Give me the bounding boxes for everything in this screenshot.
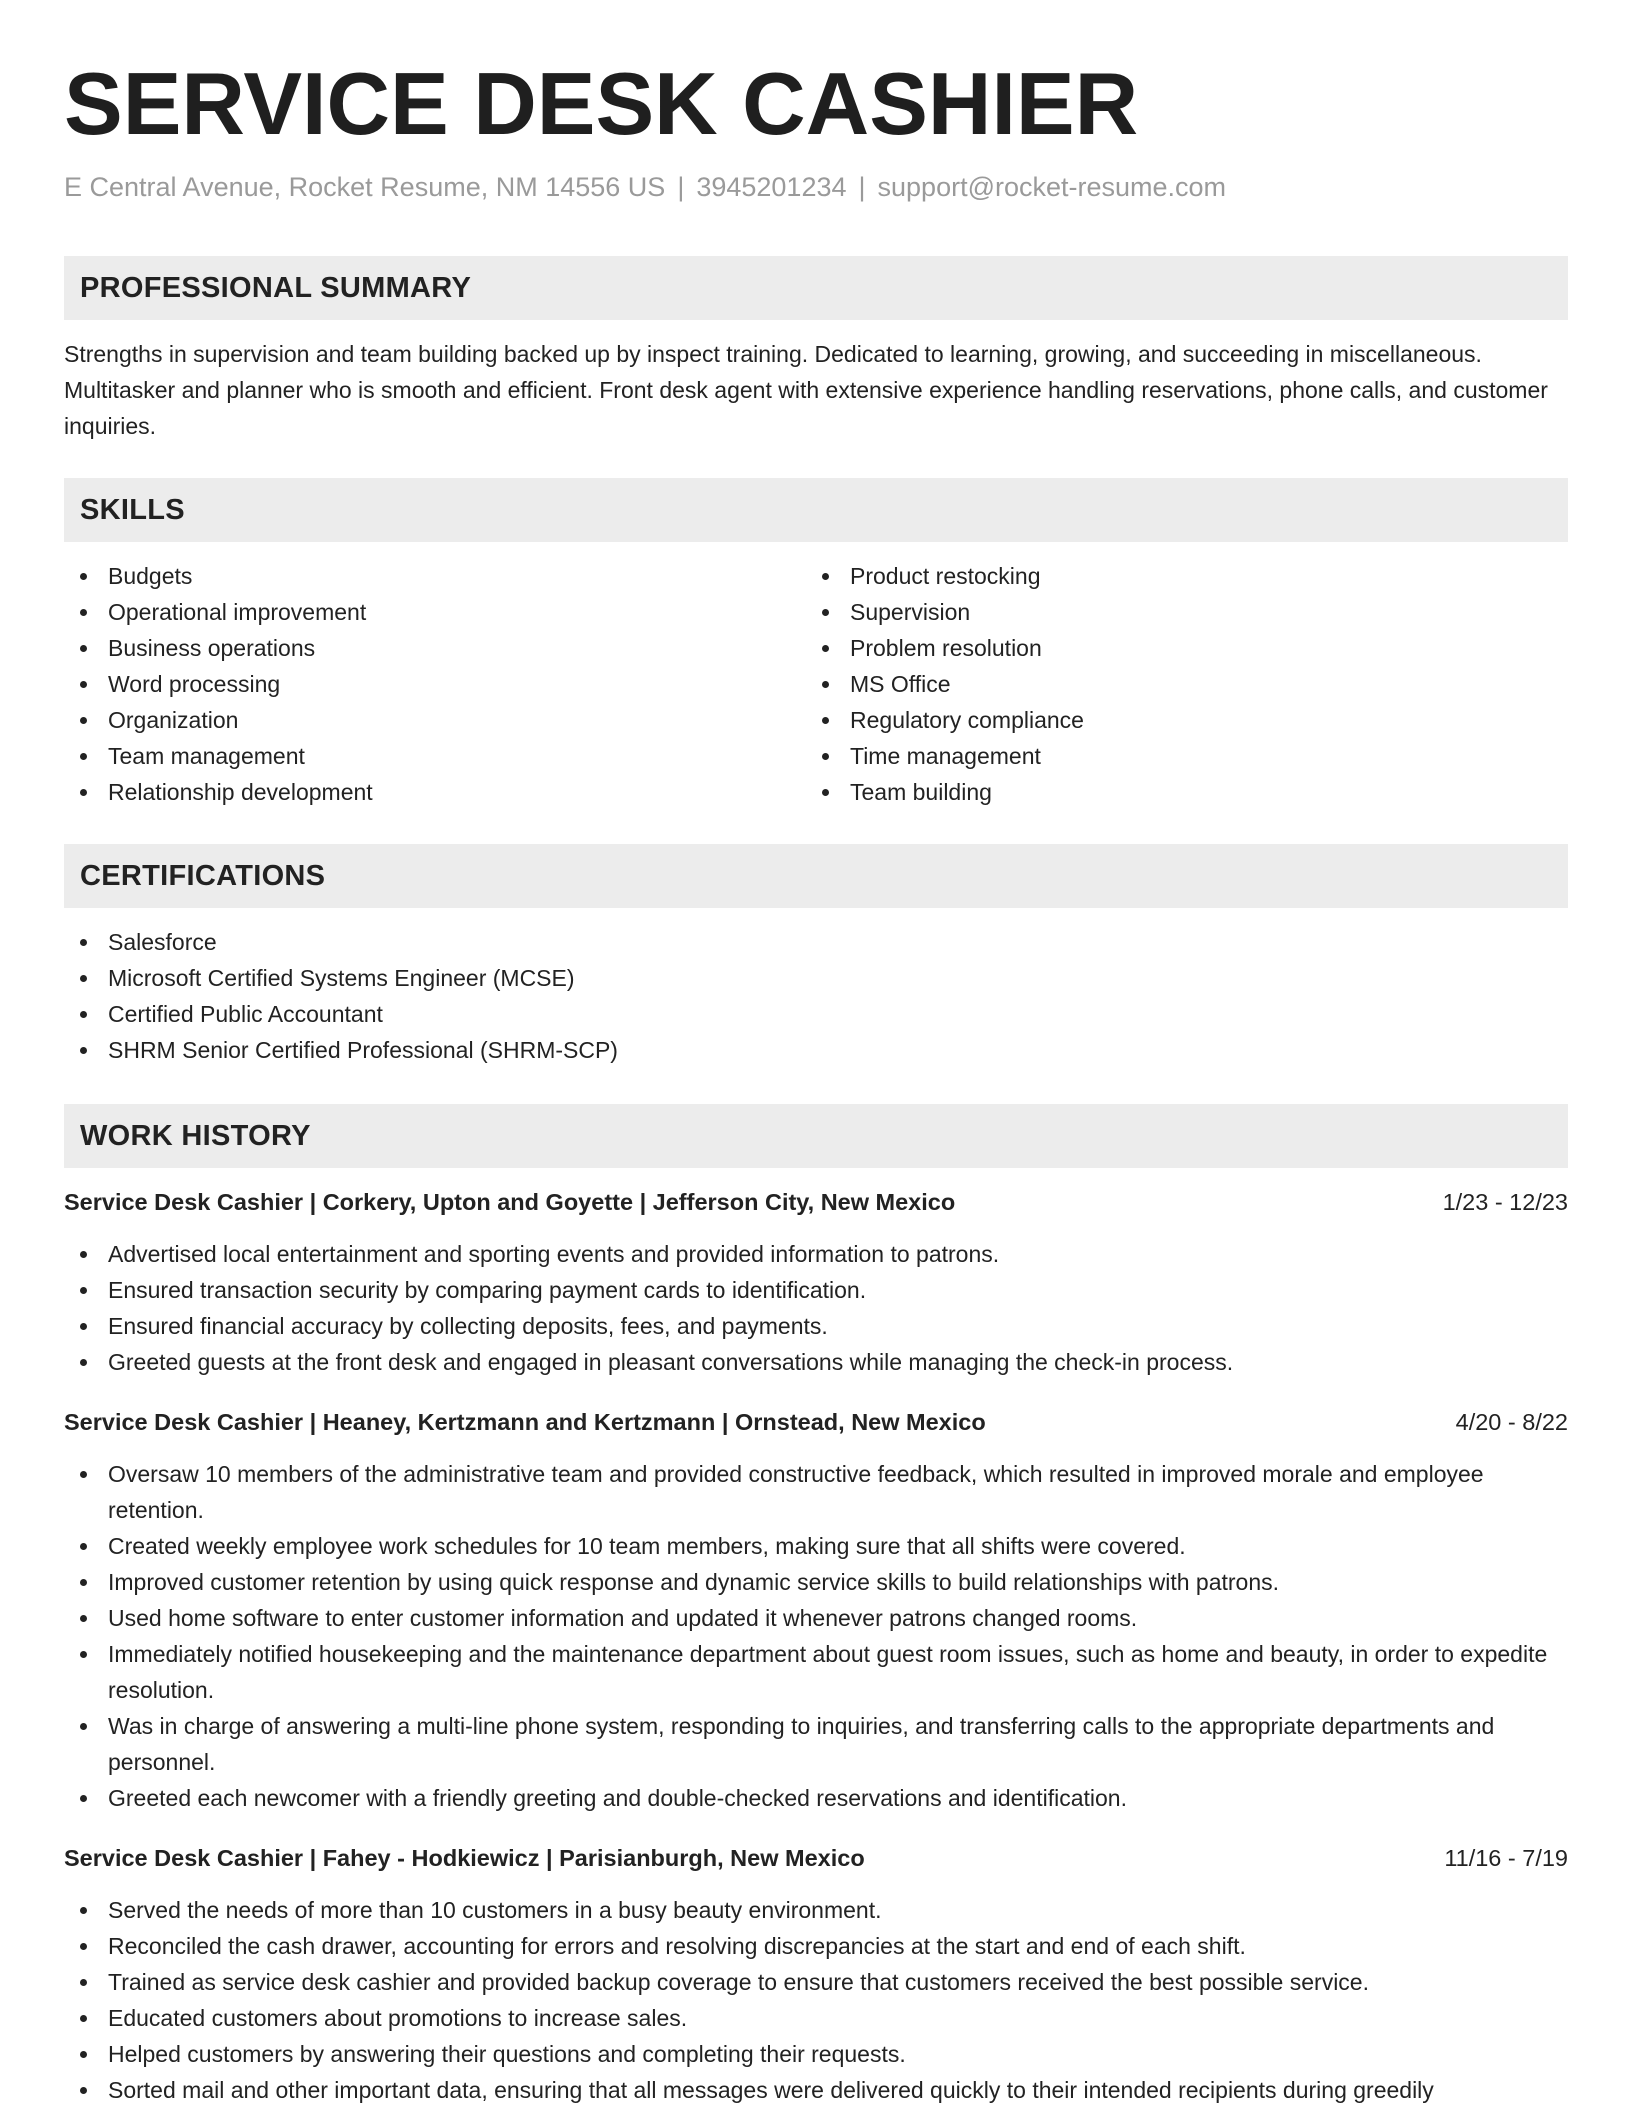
certification-item: Microsoft Certified Systems Engineer (MCSE) [64,960,1568,996]
resume-page [64,54,1568,2108]
skill-item: Team building [806,774,1548,810]
job-title: Service Desk Cashier | Heaney, Kertzmann and Kertzmann | Ornstead, New Mexico [64,1409,986,1435]
job-duty-item: Oversaw 10 members of the administrative team and provided constructive feedback, which resulted in improved morale and employee retention. [64,1456,1568,1528]
contact-separator: | [677,172,685,202]
certifications-list [64,924,1568,1068]
job-duties-list [64,1892,1568,2108]
skills-grid [64,558,1568,810]
job-duty-item: Sorted mail and other important data, ensuring that all messages were delivered quickly to their intended recipients during greedily [64,2072,1568,2108]
skill-item: Relationship development [64,774,806,810]
job-duty-item: Was in charge of answering a multi-line phone system, responding to inquiries, and transferring calls to the appropriate departments and personnel. [64,1708,1568,1780]
job-dates: 1/23 - 12/23 [1442,1189,1568,1215]
job-duty-item: Used home software to enter customer information and updated it whenever patrons changed rooms. [64,1600,1568,1636]
job-duty-item: Created weekly employee work schedules for 10 team members, making sure that all shifts were covered. [64,1528,1568,1564]
skills-column-left [64,558,806,810]
skill-item: MS Office [806,666,1548,702]
contact-line [64,170,1568,204]
job-entry [64,1840,1568,2108]
section-heading-certifications: CERTIFICATIONS [64,844,1568,908]
job-duty-item: Trained as service desk cashier and provided backup coverage to ensure that customers received the best possible service. [64,1964,1568,2000]
skill-item: Business operations [64,630,806,666]
job-title: Service Desk Cashier | Fahey - Hodkiewicz | Parisianburgh, New Mexico [64,1845,865,1871]
contact-address: E Central Avenue, Rocket Resume, NM 14556 US [64,172,666,202]
skill-item: Operational improvement [64,594,806,630]
job-duty-item: Greeted each newcomer with a friendly greeting and double-checked reservations and identification. [64,1780,1568,1816]
job-duties-list [64,1456,1568,1816]
job-dates: 11/16 - 7/19 [1444,1845,1568,1871]
job-entry [64,1184,1568,1380]
contact-email: support@rocket-resume.com [877,172,1227,202]
contact-separator: | [858,172,866,202]
certification-item: SHRM Senior Certified Professional (SHRM-SCP) [64,1032,1568,1068]
job-duty-item: Ensured financial accuracy by collecting deposits, fees, and payments. [64,1308,1568,1344]
certification-item: Salesforce [64,924,1568,960]
job-duties-list [64,1236,1568,1380]
job-title: Service Desk Cashier | Corkery, Upton and Goyette | Jefferson City, New Mexico [64,1189,956,1215]
skill-item: Problem resolution [806,630,1548,666]
job-header [64,1840,1568,1876]
skill-item: Supervision [806,594,1548,630]
section-heading-summary: PROFESSIONAL SUMMARY [64,256,1568,320]
skill-item: Budgets [64,558,806,594]
job-duty-item: Ensured transaction security by comparing payment cards to identification. [64,1272,1568,1308]
section-heading-skills: SKILLS [64,478,1568,542]
skill-item: Organization [64,702,806,738]
job-dates: 4/20 - 8/22 [1455,1409,1568,1435]
skill-item: Regulatory compliance [806,702,1548,738]
skill-item: Word processing [64,666,806,702]
contact-phone: 3945201234 [696,172,847,202]
job-duty-item: Served the needs of more than 10 customers in a busy beauty environment. [64,1892,1568,1928]
job-duty-item: Reconciled the cash drawer, accounting for errors and resolving discrepancies at the start and end of each shift. [64,1928,1568,1964]
skill-item: Product restocking [806,558,1548,594]
job-entry [64,1404,1568,1816]
job-duty-item: Educated customers about promotions to increase sales. [64,2000,1568,2036]
section-heading-work-history: WORK HISTORY [64,1104,1568,1168]
skill-item: Team management [64,738,806,774]
resume-name: SERVICE DESK CASHIER [64,54,1139,153]
job-duty-item: Helped customers by answering their questions and completing their requests. [64,2036,1568,2072]
skills-column-right [806,558,1548,810]
job-duty-item: Advertised local entertainment and sporting events and provided information to patrons. [64,1236,1568,1272]
job-header [64,1404,1568,1440]
skill-item: Time management [806,738,1548,774]
certification-item: Certified Public Accountant [64,996,1568,1032]
job-header [64,1184,1568,1220]
job-duty-item: Greeted guests at the front desk and engaged in pleasant conversations while managing the check-in process. [64,1344,1568,1380]
summary-text: Strengths in supervision and team building backed up by inspect training. Dedicated to learning, growing, and succeeding in miscellaneous. Multitasker and planner who is smooth and efficient. Front desk agent with extensive experience handling reservations, phone calls, and customer inquiries. [64,341,1548,439]
job-duty-item: Immediately notified housekeeping and the maintenance department about guest room issues, such as home and beauty, in order to expedite resolution. [64,1636,1568,1708]
job-duty-item: Improved customer retention by using quick response and dynamic service skills to build relationships with patrons. [64,1564,1568,1600]
